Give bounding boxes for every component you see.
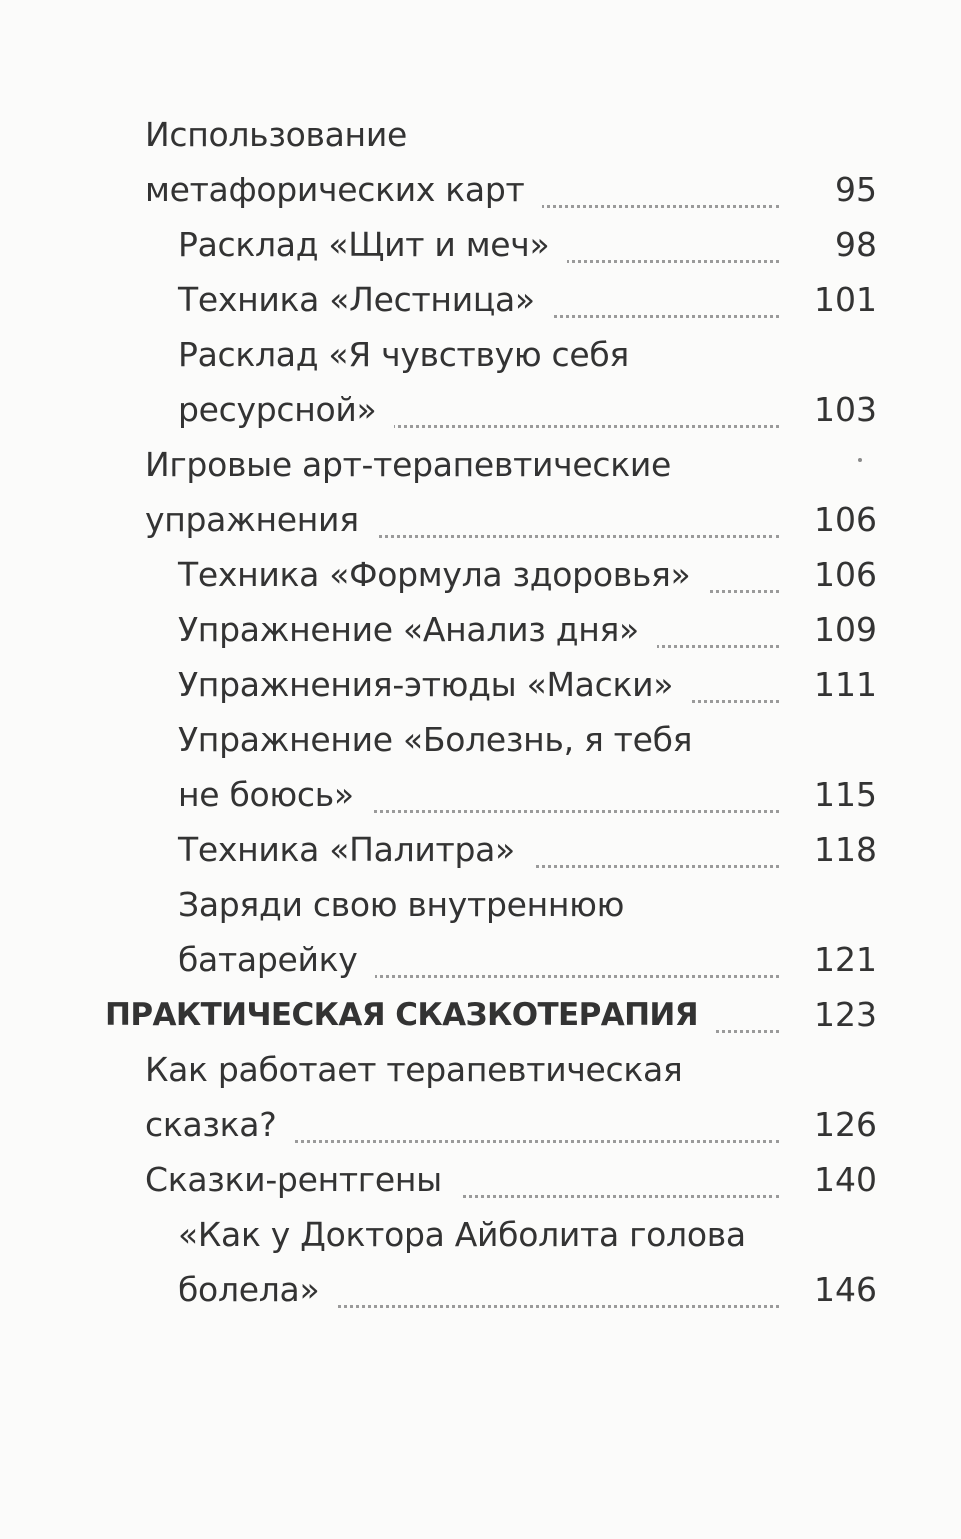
toc-entry-line bbox=[0, 220, 961, 275]
toc-entry-title: Упражнение «Болезнь, я тебя bbox=[178, 720, 693, 759]
toc-entry-title: Техника «Формула здоровья» bbox=[178, 553, 708, 597]
toc-entry-title: ПРАКТИЧЕСКАЯ СКАЗКОТЕРАПИЯ bbox=[105, 993, 716, 1037]
toc-page-number: 95 bbox=[835, 170, 877, 209]
toc-entry-line bbox=[0, 770, 961, 825]
toc-entry-line bbox=[0, 1210, 961, 1265]
toc-entry-line bbox=[0, 990, 961, 1045]
toc-entry-title: Игровые арт-терапевтические bbox=[145, 445, 671, 484]
print-speck bbox=[858, 458, 862, 462]
toc-entry-line bbox=[0, 165, 961, 220]
toc-entry-line bbox=[0, 605, 961, 660]
toc-entry-title: не боюсь» bbox=[178, 773, 372, 817]
toc-entry-title: «Как у Доктора Айболита голова bbox=[178, 1215, 746, 1254]
toc-entry-line bbox=[0, 715, 961, 770]
toc-entry-line bbox=[0, 275, 961, 330]
toc-page-number: 140 bbox=[814, 1160, 877, 1199]
toc-entry-title: сказка? bbox=[145, 1103, 294, 1147]
table-of-contents bbox=[0, 110, 961, 1320]
toc-page-number: 115 bbox=[814, 775, 877, 814]
toc-entry-line bbox=[0, 825, 961, 880]
toc-page-number: 109 bbox=[814, 610, 877, 649]
toc-entry-line bbox=[0, 385, 961, 440]
toc-entry bbox=[0, 440, 961, 550]
toc-entry-title: Заряди свою внутреннюю bbox=[178, 885, 625, 924]
toc-entry bbox=[0, 220, 961, 275]
toc-entry-title: Как работает терапевтическая bbox=[145, 1050, 683, 1089]
toc-entry bbox=[0, 1045, 961, 1155]
toc-entry-line bbox=[0, 880, 961, 935]
toc-page-number: 103 bbox=[814, 390, 877, 429]
toc-entry-line bbox=[0, 495, 961, 550]
toc-entry-line bbox=[0, 660, 961, 715]
toc-entry bbox=[0, 1210, 961, 1320]
toc-entry-line bbox=[0, 1265, 961, 1320]
toc-page-number: 98 bbox=[835, 225, 877, 264]
toc-entry-line bbox=[0, 550, 961, 605]
toc-page-number: 118 bbox=[814, 830, 877, 869]
toc-entry bbox=[0, 550, 961, 605]
toc-page-number: 126 bbox=[814, 1105, 877, 1144]
toc-entry-title: ресурсной» bbox=[178, 388, 394, 432]
toc-entry-title: Техника «Палитра» bbox=[178, 828, 533, 872]
toc-entry-line bbox=[0, 1155, 961, 1210]
toc-entry-line bbox=[0, 1100, 961, 1155]
toc-page-number: 123 bbox=[814, 995, 877, 1034]
toc-entry bbox=[0, 660, 961, 715]
toc-entry-line bbox=[0, 935, 961, 990]
toc-entry-line bbox=[0, 1045, 961, 1100]
toc-entry-line bbox=[0, 110, 961, 165]
toc-entry-title: Упражнение «Анализ дня» bbox=[178, 608, 657, 652]
toc-page-number: 146 bbox=[814, 1270, 877, 1309]
toc-entry-title: Сказки-рентгены bbox=[145, 1158, 460, 1202]
toc-page-number: 106 bbox=[814, 500, 877, 539]
toc-section-entry bbox=[0, 990, 961, 1045]
toc-entry-title: Расклад «Я чувствую себя bbox=[178, 335, 629, 374]
toc-entry bbox=[0, 110, 961, 220]
toc-entry-title: батарейку bbox=[178, 938, 375, 982]
toc-entry-title: упражнения bbox=[145, 498, 377, 542]
toc-entry-title: Упражнения-этюды «Маски» bbox=[178, 663, 691, 707]
toc-page-number: 121 bbox=[814, 940, 877, 979]
toc-page-number: 106 bbox=[814, 555, 877, 594]
toc-entry-title: Техника «Лестница» bbox=[178, 278, 553, 322]
toc-entry-title: Использование bbox=[145, 115, 407, 154]
toc-entry bbox=[0, 880, 961, 990]
toc-entry-title: метафорических карт bbox=[145, 168, 542, 212]
toc-entry bbox=[0, 825, 961, 880]
toc-entry-line bbox=[0, 330, 961, 385]
toc-entry bbox=[0, 1155, 961, 1210]
toc-entry-title: Расклад «Щит и меч» bbox=[178, 223, 567, 267]
toc-page-number: 111 bbox=[814, 665, 877, 704]
toc-entry-line bbox=[0, 440, 961, 495]
toc-page-number: 101 bbox=[814, 280, 877, 319]
toc-entry bbox=[0, 605, 961, 660]
toc-entry bbox=[0, 715, 961, 825]
toc-entry bbox=[0, 330, 961, 440]
toc-entry-title: болела» bbox=[178, 1268, 337, 1312]
toc-entry bbox=[0, 275, 961, 330]
